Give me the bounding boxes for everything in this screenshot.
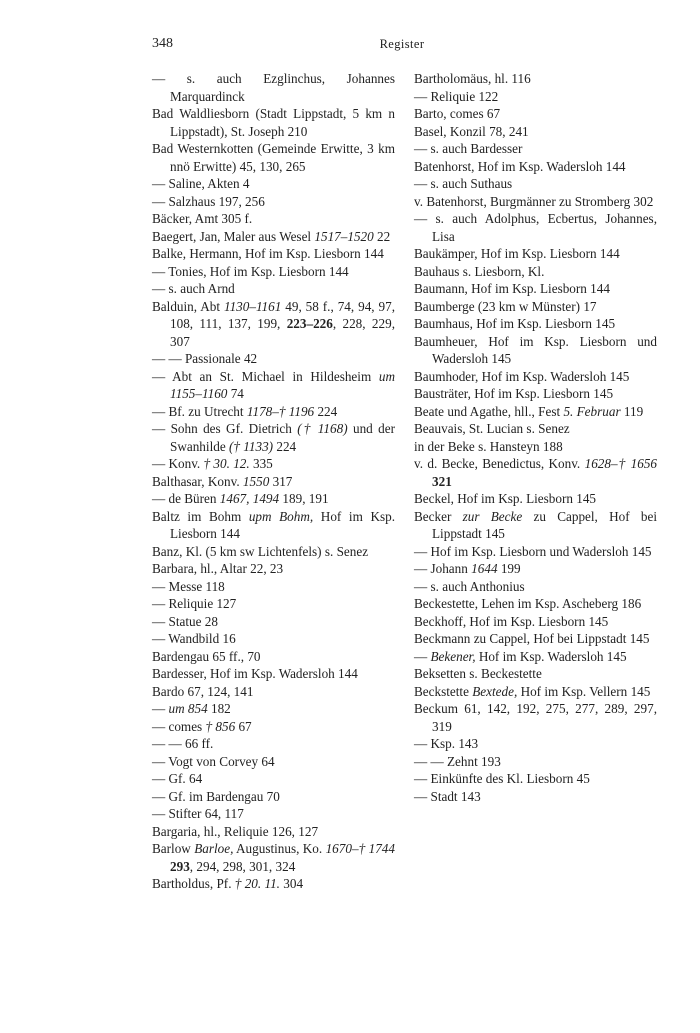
index-entry xyxy=(414,403,657,421)
entry-text: † 856 xyxy=(205,718,236,734)
entry-text: um 854 xyxy=(168,701,208,716)
index-entry xyxy=(152,228,395,246)
entry-text: 293 xyxy=(170,858,190,874)
entry-text: Bausträter, Hof im Ksp. Liesborn 145 xyxy=(414,386,614,401)
index-entry xyxy=(152,140,395,175)
entry-text: und der Swanhilde xyxy=(170,421,395,454)
entry-text: 1550 xyxy=(242,473,270,489)
index-entry xyxy=(152,298,395,351)
entry-text: — Sohn des Gf. Dietrich xyxy=(152,421,298,436)
index-entry xyxy=(414,315,657,333)
index-entry xyxy=(152,630,395,648)
entry-text: Beckestette, Lehen im Ksp. Ascheberg 186 xyxy=(414,596,642,611)
entry-text: Balduin, Abt xyxy=(152,298,224,314)
entry-text: Baukämper, Hof im Ksp. Liesborn 144 xyxy=(414,246,620,261)
entry-text: Bad Westernkotten (Gemeinde Erwitte, 3 km nnö Erwitte) 45, 130, 265 xyxy=(152,141,395,174)
index-entry xyxy=(152,420,395,455)
entry-text: 1130–1161 xyxy=(223,298,282,314)
entry-text: Basel, Konzil 78, 241 xyxy=(414,123,529,139)
entry-text: — Reliquie 127 xyxy=(152,596,237,611)
entry-text: Bargaria, hl., Reliquie 126, 127 xyxy=(152,823,319,839)
index-entry xyxy=(152,543,395,561)
index-entry xyxy=(414,263,657,281)
entry-text: um 1155–1160 xyxy=(170,368,395,401)
entry-text: Beckhoff, Hof im Ksp. Liesborn 145 xyxy=(414,613,609,629)
entry-text: — Stadt 143 xyxy=(414,788,481,804)
entry-text: — — Zehnt 193 xyxy=(414,753,501,769)
entry-text: Baegert, Jan, Maler aus Wesel xyxy=(152,228,315,244)
index-entry xyxy=(152,613,395,631)
entry-text: — Reliquie 122 xyxy=(414,88,499,104)
running-title: Register xyxy=(379,37,425,51)
entry-text: 224 xyxy=(314,403,338,419)
entry-text: † 20. 11. xyxy=(234,876,280,891)
entry-text: — Konv. xyxy=(152,456,204,471)
index-entry xyxy=(414,158,657,176)
index-entry xyxy=(414,613,657,631)
index-entry xyxy=(152,350,395,368)
entry-text: Bartholdus, Pf. xyxy=(152,876,235,891)
entry-text: 1517–1520 xyxy=(314,228,374,244)
index-entry xyxy=(414,578,657,596)
entry-text: — — Passionale 42 xyxy=(152,351,258,366)
entry-text: 335 xyxy=(249,456,273,471)
index-entry xyxy=(152,490,395,508)
entry-text: Baumhaus, Hof im Ksp. Liesborn 145 xyxy=(414,316,616,331)
index-column-left xyxy=(152,70,395,893)
index-entry xyxy=(414,88,657,106)
index-entry xyxy=(152,105,395,140)
index-entry xyxy=(414,298,657,316)
entry-text: 1644 xyxy=(471,561,498,576)
index-entry xyxy=(414,420,657,438)
index-entry xyxy=(414,123,657,141)
entry-text: († 1168) xyxy=(297,421,348,436)
index-entry xyxy=(152,263,395,281)
entry-text: — Gf. 64 xyxy=(152,771,203,786)
entry-text: Balke, Hermann, Hof im Ksp. Liesborn 144 xyxy=(152,246,384,261)
index-entry xyxy=(152,875,395,893)
entry-text: — Bf. zu Utrecht xyxy=(152,403,247,419)
entry-text: († 1133) xyxy=(228,438,274,454)
entry-text: 49, 58 f., 74, 94, 97, 108, 111, 137, 199, xyxy=(170,298,395,331)
entry-text: — xyxy=(414,648,431,664)
index-entry xyxy=(414,193,657,211)
index-entry xyxy=(414,543,657,561)
entry-text: Batenhorst, Hof im Ksp. Wadersloh 144 xyxy=(414,158,626,174)
entry-text: — Abt an St. Michael in Hildesheim xyxy=(152,368,379,384)
index-entry xyxy=(414,385,657,403)
entry-text: in der Beke s. Hansteyn 188 xyxy=(414,438,563,454)
entry-text: — — 66 ff. xyxy=(152,736,214,751)
entry-text: 1670–† 1744 xyxy=(325,841,395,856)
entry-text: Barloe, xyxy=(194,841,234,856)
index-entry xyxy=(414,210,657,245)
entry-text: — de Büren xyxy=(152,491,220,506)
entry-text: — s. auch Suthaus xyxy=(414,176,513,191)
index-entry xyxy=(414,175,657,193)
entry-text: Augustinus, Ko. xyxy=(233,841,326,856)
entry-text: Beckel, Hof im Ksp. Liesborn 145 xyxy=(414,491,597,506)
entry-text: — s. auch Arnd xyxy=(152,281,235,296)
entry-text: Beauvais, St. Lucian s. Senez xyxy=(414,421,570,436)
entry-text: Barlow xyxy=(152,841,195,856)
index-entry xyxy=(414,648,657,666)
entry-text: Baumhoder, Hof im Ksp. Wadersloh 145 xyxy=(414,368,630,384)
index-entry xyxy=(152,508,395,543)
index-entry xyxy=(152,193,395,211)
entry-text: — Wandbild 16 xyxy=(152,631,236,646)
entry-text: v. d. Becke, Benedictus, Konv. xyxy=(414,456,585,471)
entry-text: Beate und Agathe, hll., Fest xyxy=(414,403,564,419)
entry-text: — s. auch Anthonius xyxy=(414,578,525,594)
entry-text: — Johann xyxy=(414,561,472,576)
index-entry xyxy=(414,735,657,753)
index-entry xyxy=(414,333,657,368)
index-entry xyxy=(414,683,657,701)
index-entry xyxy=(414,245,657,263)
entry-text: Bauhaus s. Liesborn, Kl. xyxy=(414,263,545,279)
index-column-right xyxy=(414,70,657,805)
index-entry xyxy=(152,683,395,701)
entry-text: Bardo 67, 124, 141 xyxy=(152,683,254,699)
index-entry xyxy=(152,700,395,718)
index-entry xyxy=(152,840,395,875)
entry-text: 1628–† 1656 xyxy=(584,456,658,471)
entry-text: — Ksp. 143 xyxy=(414,736,479,751)
entry-text: , 294, 298, 301, 324 xyxy=(189,858,296,874)
entry-text: Bartholomäus, hl. 116 xyxy=(414,71,531,86)
entry-text: Baumann, Hof im Ksp. Liesborn 144 xyxy=(414,281,610,296)
index-entry xyxy=(414,630,657,648)
index-entry xyxy=(152,805,395,823)
index-entry xyxy=(414,788,657,806)
index-entry xyxy=(152,770,395,788)
entry-text: Hof im Ksp. Vellern 145 xyxy=(517,683,651,699)
entry-text: Barbara, hl., Altar 22, 23 xyxy=(152,561,284,576)
entry-text: Balthasar, Konv. xyxy=(152,473,243,489)
entry-text: — Salzhaus 197, 256 xyxy=(152,193,265,209)
entry-text: — s. auch Bardesser xyxy=(414,141,523,156)
entry-text: Beckmann zu Cappel, Hof bei Lippstadt 145 xyxy=(414,631,650,646)
entry-text: — Vogt von Corvey 64 xyxy=(152,753,275,769)
index-entry xyxy=(414,140,657,158)
index-entry xyxy=(414,665,657,683)
index-entry xyxy=(152,403,395,421)
index-entry xyxy=(152,788,395,806)
entry-text: zu Cappel, Hof bei Lippstadt 145 xyxy=(432,508,658,541)
index-entry xyxy=(152,245,395,263)
index-entry xyxy=(152,70,395,105)
entry-text: Hof im Ksp. Wadersloh 145 xyxy=(475,648,627,664)
index-entry xyxy=(414,455,657,490)
entry-text: Bardesser, Hof im Ksp. Wadersloh 144 xyxy=(152,666,358,681)
entry-text: Beksetten s. Beckestette xyxy=(414,666,542,681)
entry-text: Baumheuer, Hof im Ksp. Liesborn und Wadersloh 145 xyxy=(414,333,657,366)
entry-text: Bekener, xyxy=(430,648,476,664)
index-entry xyxy=(152,473,395,491)
entry-text: 223–226 xyxy=(286,316,333,331)
index-entry xyxy=(414,560,657,578)
entry-text: 67 xyxy=(235,718,252,734)
entry-text: upm Bohm, xyxy=(248,508,314,524)
entry-text: 182 xyxy=(207,701,231,716)
entry-text: — Gf. im Bardengau 70 xyxy=(152,788,280,804)
entry-text: 5. Februar xyxy=(563,403,621,419)
index-entry xyxy=(414,595,657,613)
index-entry xyxy=(414,105,657,123)
index-entry xyxy=(152,718,395,736)
entry-text: 304 xyxy=(279,876,304,891)
page-number: 348 xyxy=(152,36,173,51)
entry-text: Bäcker, Amt 305 f. xyxy=(152,211,253,226)
entry-text: Bextede, xyxy=(472,683,518,699)
entry-text: Barto, comes 67 xyxy=(414,106,501,121)
entry-text: — Statue 28 xyxy=(152,613,218,629)
index-entry xyxy=(152,175,395,193)
index-entry xyxy=(152,648,395,666)
entry-text: 119 xyxy=(620,403,644,419)
entry-text: 1467, 1494 xyxy=(219,491,280,506)
entry-text: — Tonies, Hof im Ksp. Liesborn 144 xyxy=(152,263,349,279)
entry-text: — Einkünfte des Kl. Liesborn 45 xyxy=(414,771,590,786)
index-entry xyxy=(414,368,657,386)
entry-text: Baumberge (23 km w Münster) 17 xyxy=(414,298,597,314)
entry-text: 317 xyxy=(269,473,293,489)
index-entry xyxy=(152,368,395,403)
entry-text: 189, 191 xyxy=(279,491,329,506)
index-entry xyxy=(414,280,657,298)
index-entry xyxy=(414,490,657,508)
entry-text: Hof im Ksp. Liesborn 144 xyxy=(170,508,395,541)
index-entry xyxy=(414,70,657,88)
index-entry xyxy=(152,735,395,753)
page-header xyxy=(152,36,652,58)
entry-text: 224 xyxy=(273,438,297,454)
entry-text: — xyxy=(152,701,169,716)
entry-text: — Messe 118 xyxy=(152,578,225,594)
index-entry xyxy=(152,823,395,841)
entry-text: 22 xyxy=(373,228,391,244)
entry-text: Baltz im Bohm xyxy=(152,508,249,524)
index-entry xyxy=(152,455,395,473)
index-entry xyxy=(414,770,657,788)
index-entry xyxy=(414,700,657,735)
index-entry xyxy=(152,578,395,596)
entry-text: — s. auch Ezglinchus, Johannes Marquardinck xyxy=(152,71,395,104)
entry-text: Banz, Kl. (5 km sw Lichtenfels) s. Senez xyxy=(152,543,369,559)
index-entry xyxy=(152,280,395,298)
entry-text: Becker xyxy=(414,508,463,524)
entry-text: — comes xyxy=(152,718,206,734)
entry-text: 74 xyxy=(227,386,244,401)
entry-text: 321 xyxy=(432,473,452,489)
entry-text: † 30. 12. xyxy=(203,456,250,471)
entry-text: zur Becke xyxy=(462,508,523,524)
entry-text: Beckum 61, 142, 192, 275, 277, 289, 297, 319 xyxy=(414,701,657,734)
entry-text: — Saline, Akten 4 xyxy=(152,176,250,191)
entry-text: Bad Waldliesborn (Stadt Lippstadt, 5 km n Lippstadt), St. Joseph 210 xyxy=(152,106,395,139)
entry-text: — Stifter 64, 117 xyxy=(152,806,244,821)
entry-text: 1178–† 1196 xyxy=(246,403,315,419)
index-entry xyxy=(414,753,657,771)
index-entry xyxy=(152,753,395,771)
index-entry xyxy=(414,508,657,543)
entry-text: — Hof im Ksp. Liesborn und Wadersloh 145 xyxy=(414,543,652,559)
entry-text: — s. auch Adolphus, Ecbertus, Johannes, Lisa xyxy=(414,211,657,244)
entry-text: , 228, 229, 307 xyxy=(170,316,395,349)
index-entry xyxy=(414,438,657,456)
index-entry xyxy=(152,665,395,683)
index-entry xyxy=(152,210,395,228)
entry-text: v. Batenhorst, Burgmänner zu Stromberg 302 xyxy=(414,193,654,209)
index-entry xyxy=(152,595,395,613)
entry-text: Bardengau 65 ff., 70 xyxy=(152,648,261,664)
entry-text: 199 xyxy=(497,561,521,576)
index-entry xyxy=(152,560,395,578)
entry-text: Beckstette xyxy=(414,683,473,699)
